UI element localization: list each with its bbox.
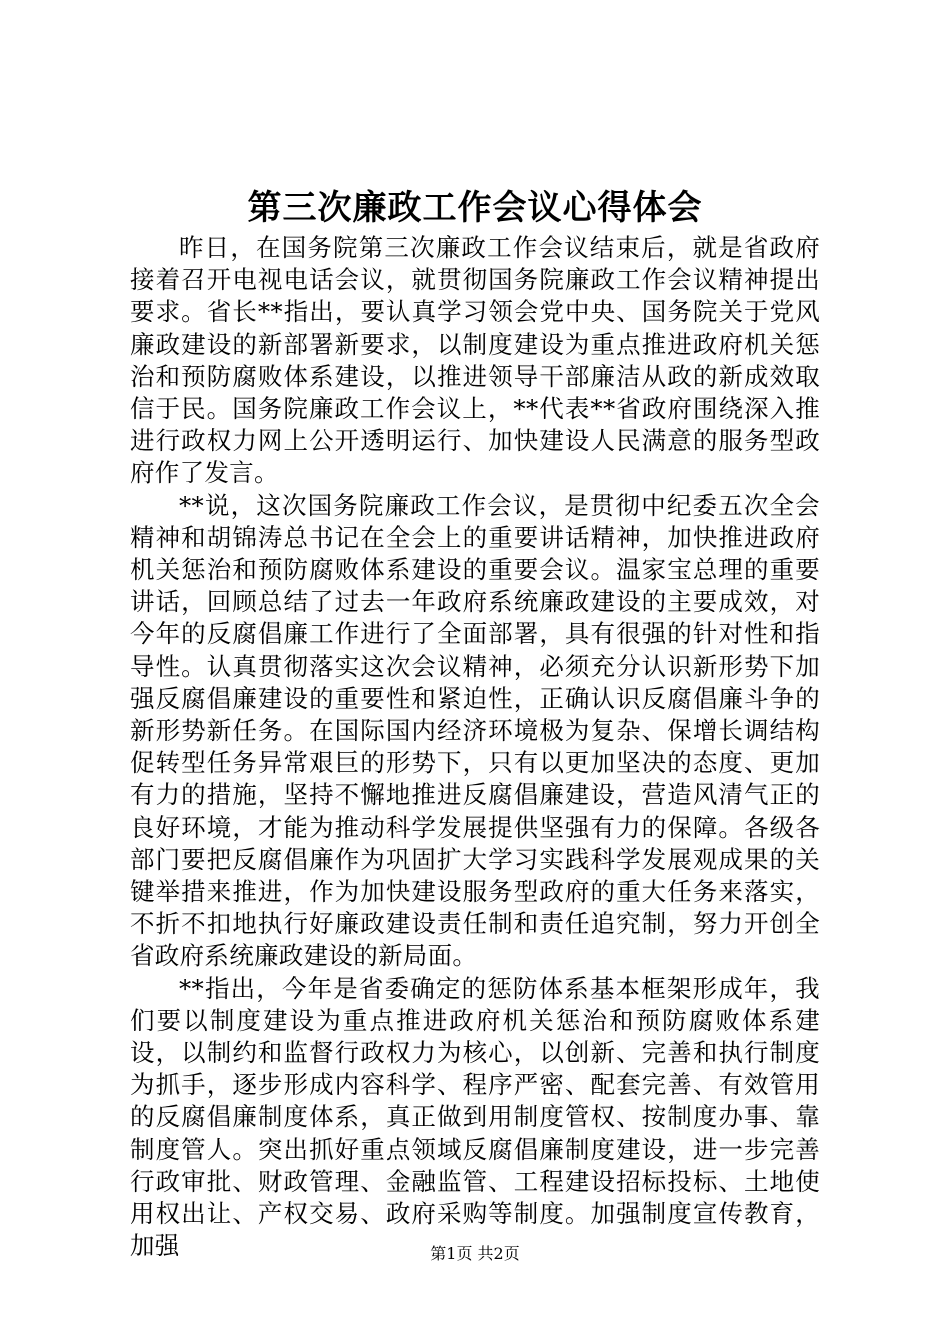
page-number-footer: 第1页 共2页 [430, 1244, 520, 1263]
document-title: 第三次廉政工作会议心得体会 [247, 188, 703, 228]
paragraph-3: **指出，今年是省委确定的惩防体系基本框架形成年，我们要以制度建设为重点推进政府机关惩治和预防腐败体系建设，以制约和监督行政权力为核心，以创新、完善和执行制度为抓手，逐步形成内容科学、程序严密、配套完善、有效管用的反腐倡廉制度体系，真正做到用制度管权、按制度办事、靠制度管人。突出抓好重点领域反腐倡廉制度建设，进一步完善行政审批、财政管理、金融监管、工程建设招标投标、土地使用权出让、产权交易、政府采购等制度。加强制度宣传教育，加强 [130, 973, 820, 1261]
document-body [130, 232, 820, 1263]
paragraph-1: 昨日，在国务院第三次廉政工作会议结束后，就是省政府接着召开电视电话会议，就贯彻国务院廉政工作会议精神提出要求。省长**指出，要认真学习领会党中央、国务院关于党风廉政建设的新部署新要求，以制度建设为重点推进政府机关惩治和预防腐败体系建设，以推进领导干部廉洁从政的新成效取信于民。国务院廉政工作会议上，**代表**省政府围绕深入推进行政权力网上公开透明运行、加快建设人民满意的服务型政府作了发言。 [130, 233, 820, 488]
paragraph-2: **说，这次国务院廉政工作会议，是贯彻中纪委五次全会精神和胡锦涛总书记在全会上的重要讲话精神，加快推进政府机关惩治和预防腐败体系建设的重要会议。温家宝总理的重要讲话，回顾总结了过去一年政府系统廉政建设的主要成效，对今年的反腐倡廉工作进行了全面部署，具有很强的针对性和指导性。认真贯彻落实这次会议精神，必须充分认识新形势下加强反腐倡廉建设的重要性和紧迫性，正确认识反腐倡廉斗争的新形势新任务。在国际国内经济环境极为复杂、保增长调结构促转型任务异常艰巨的形势下，只有以更加坚决的态度、更加有力的措施，坚持不懈地推进反腐倡廉建设，营造风清气正的良好环境，才能为推动科学发展提供坚强有力的保障。各级各部门要把反腐倡廉作为巩固扩大学习实践科学发展观成果的关键举措来推进，作为加快建设服务型政府的重大任务来落实，不折不扣地执行好廉政建设责任制和责任追究制，努力开创全省政府系统廉政建设的新局面。 [130, 490, 820, 971]
